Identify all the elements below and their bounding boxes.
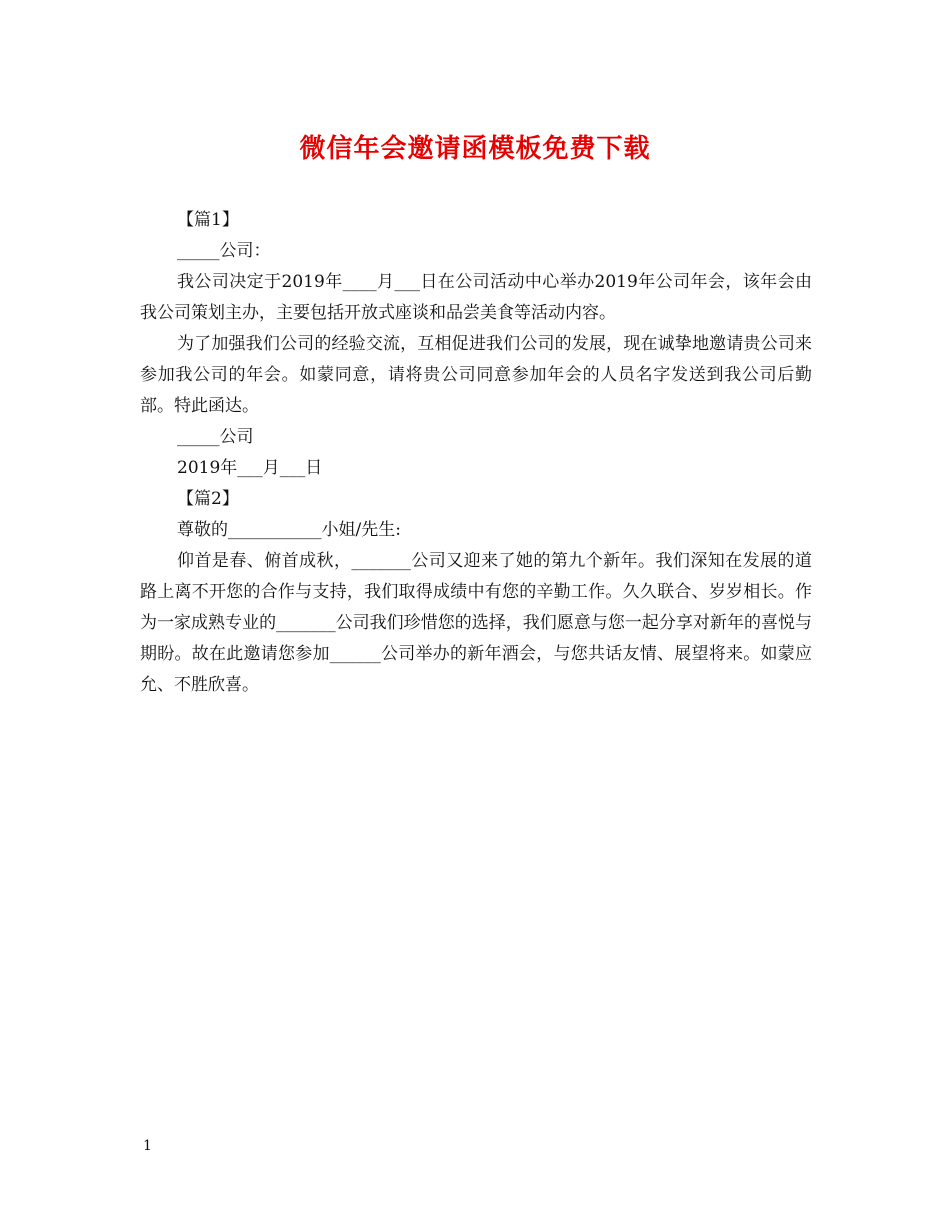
section-1-date: 2019年___月___日	[177, 458, 323, 478]
section-1-signature: _____公司	[177, 427, 254, 447]
document-title: 微信年会邀请函模板免费下载	[299, 134, 651, 164]
section-1-paragraph-2: 为了加强我们公司的经验交流，互相促进我们公司的发展，现在诚挚地邀请贵公司来参加我公司的年会。如蒙同意，请将贵公司同意参加年会的人员名字发送到我公司后勤部。特此函达。	[140, 334, 812, 416]
section-1-heading: 【篇1】	[177, 210, 239, 230]
section-2-heading: 【篇2】	[177, 489, 239, 509]
document-body	[140, 205, 812, 701]
section-1-salutation: _____公司：	[177, 241, 271, 261]
page-number: 1	[143, 1138, 152, 1154]
section-2-salutation: 尊敬的___________小姐/先生:	[177, 520, 401, 540]
section-2-paragraph: 仰首是春、俯首成秋，_______公司又迎来了她的第九个新年。我们深知在发展的道路上离不开您的合作与支持，我们取得成绩中有您的辛勤工作。久久联合、岁岁相长。作为一家成熟专业的_______公司我们珍惜您的选择，我们愿意与您一起分享对新年的喜悦与期盼。故在此邀请您参加______公司举办的新年酒会，与您共话友情、展望将来。如蒙应允、不胜欣喜。	[140, 551, 812, 695]
section-1-paragraph-1: 我公司决定于2019年____月___日在公司活动中心举办2019年公司年会，该年会由我公司策划主办，主要包括开放式座谈和品尝美食等活动内容。	[140, 272, 812, 323]
